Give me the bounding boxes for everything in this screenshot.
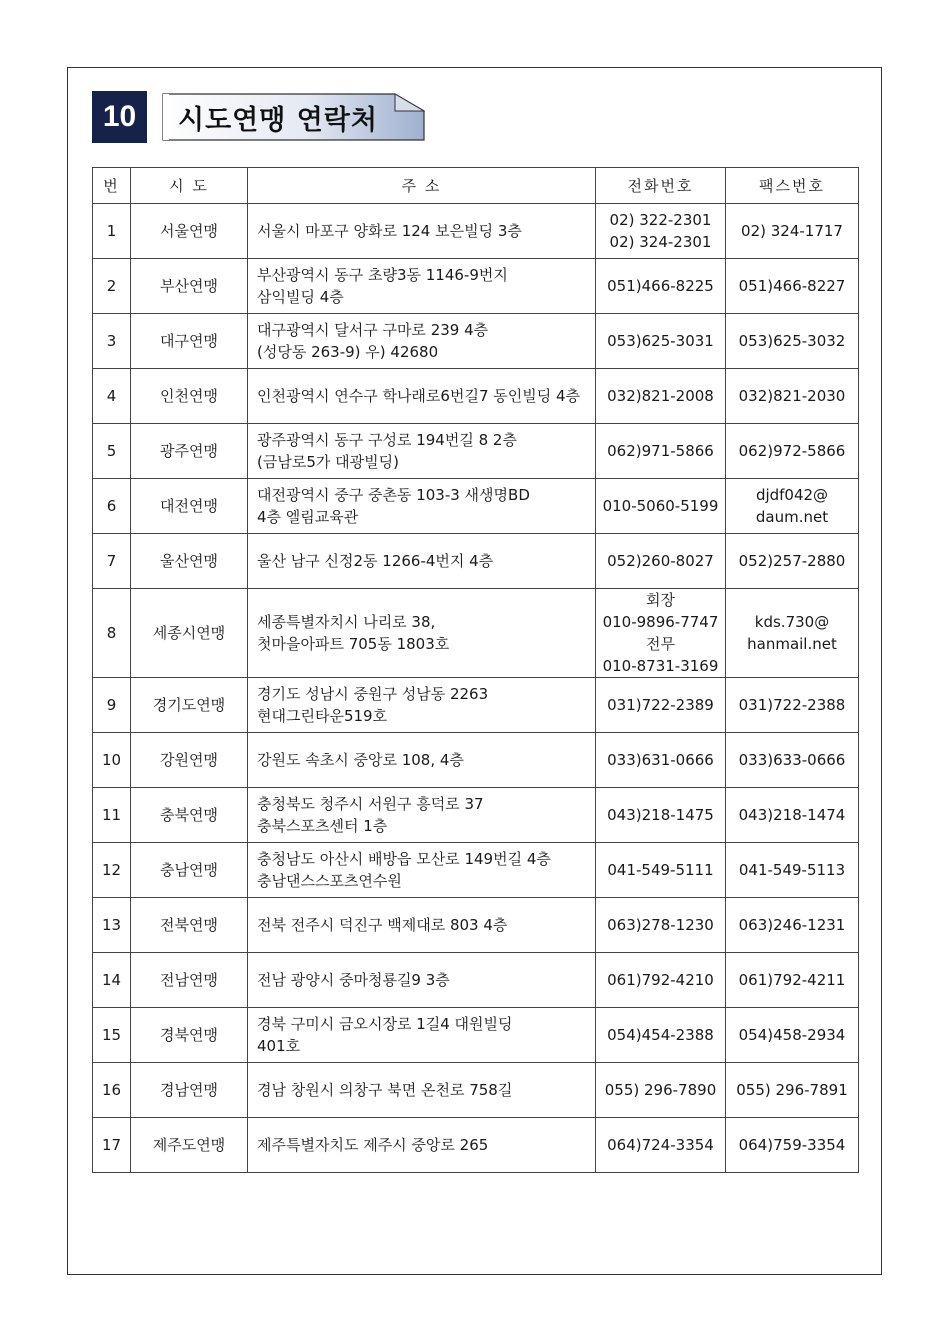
phone-cell-line: 051)466-8225 [607, 277, 714, 295]
phone-cell [596, 314, 726, 369]
fax-cell-line: 051)466-8227 [738, 277, 846, 295]
address-cell [248, 1118, 596, 1173]
fax-cell-line: 054)458-2934 [738, 1026, 846, 1044]
fax-cell-line: 055) 296-7891 [736, 1081, 848, 1099]
address-cell-line: 경기도 성남시 중원구 성남동 2263 [257, 685, 489, 703]
table-row [93, 1008, 859, 1063]
fax-cell [726, 678, 859, 733]
phone-cell [596, 369, 726, 424]
row-number-cell: 3 [93, 314, 131, 369]
fax-cell [726, 204, 859, 259]
address-cell [248, 898, 596, 953]
row-number-cell: 15 [93, 1008, 131, 1063]
address-cell [248, 369, 596, 424]
address-cell-line: 세종특별자치시 나리로 38, [257, 613, 436, 631]
address-cell [248, 589, 596, 678]
header-region: 시 도 [131, 168, 248, 204]
row-number-cell: 5 [93, 424, 131, 479]
phone-cell [596, 479, 726, 534]
region-cell: 서울연맹 [131, 204, 248, 259]
address-cell-line: 충청남도 아산시 배방읍 모산로 149번길 4층 [257, 850, 551, 868]
address-cell-line: 전남 광양시 중마청룡길9 3층 [257, 971, 450, 989]
address-cell-line: (금남로5가 대광빌딩) [257, 453, 399, 471]
row-number-cell: 14 [93, 953, 131, 1008]
fax-cell-line: 032)821-2030 [738, 387, 846, 405]
address-cell [248, 678, 596, 733]
fax-cell-line: hanmail.net [747, 635, 837, 653]
region-cell: 인천연맹 [131, 369, 248, 424]
region-cell: 제주도연맹 [131, 1118, 248, 1173]
phone-cell-line: 032)821-2008 [607, 387, 714, 405]
phone-cell [596, 898, 726, 953]
phone-cell [596, 534, 726, 589]
row-number-cell: 2 [93, 259, 131, 314]
section-number: 10 [102, 100, 137, 133]
address-cell-line: 경남 창원시 의창구 북면 온천로 758길 [257, 1081, 513, 1099]
phone-cell-line: 063)278-1230 [607, 916, 714, 934]
region-cell: 경남연맹 [131, 1063, 248, 1118]
address-cell-line: 충청북도 청주시 서원구 흥덕로 37 [257, 795, 484, 813]
contact-table [92, 167, 859, 1173]
fax-cell-line: kds.730@ [754, 613, 830, 631]
region-cell: 세종시연맹 [131, 589, 248, 678]
address-cell-line: 서울시 마포구 양화로 124 보은빌딩 3층 [257, 222, 522, 240]
phone-cell-line: 061)792-4210 [607, 971, 714, 989]
fax-cell-line: 031)722-2388 [738, 696, 846, 714]
fax-cell [726, 259, 859, 314]
table-row [93, 589, 859, 678]
address-cell [248, 843, 596, 898]
phone-cell-line: 010-5060-5199 [602, 497, 719, 515]
address-cell [248, 953, 596, 1008]
address-cell [248, 788, 596, 843]
phone-cell-line: 052)260-8027 [607, 552, 714, 570]
address-cell-line: 광주광역시 동구 구성로 194번길 8 2층 [257, 431, 517, 449]
section-title: 시도연맹 연락처 [178, 105, 378, 136]
region-cell: 충남연맹 [131, 843, 248, 898]
row-number-cell: 11 [93, 788, 131, 843]
section-number-badge [92, 91, 147, 143]
fax-cell [726, 369, 859, 424]
address-cell-line: 인천광역시 연수구 학나래로6번길7 동인빌딩 4층 [257, 387, 581, 405]
address-cell [248, 1008, 596, 1063]
address-cell-line: 대구광역시 달서구 구마로 239 4층 [257, 321, 489, 339]
region-cell: 부산연맹 [131, 259, 248, 314]
fax-cell [726, 534, 859, 589]
phone-cell [596, 589, 726, 678]
table-row [93, 788, 859, 843]
table-row [93, 843, 859, 898]
region-cell: 대구연맹 [131, 314, 248, 369]
row-number-cell: 16 [93, 1063, 131, 1118]
fax-cell-line: daum.net [755, 508, 829, 526]
phone-cell [596, 678, 726, 733]
phone-cell [596, 1063, 726, 1118]
fax-cell [726, 1008, 859, 1063]
phone-cell-line: 02) 322-2301 [609, 211, 712, 229]
address-cell-line: 4층 엘림교육관 [257, 508, 359, 526]
region-cell: 전북연맹 [131, 898, 248, 953]
header-fax: 팩스번호 [726, 168, 859, 204]
row-number-cell: 4 [93, 369, 131, 424]
address-cell-line: 전북 전주시 덕진구 백제대로 803 4층 [257, 916, 508, 934]
row-number-cell: 1 [93, 204, 131, 259]
phone-cell-line: 043)218-1475 [607, 806, 714, 824]
region-cell: 충북연맹 [131, 788, 248, 843]
fax-cell [726, 589, 859, 678]
phone-cell-line: 033)631-0666 [607, 751, 714, 769]
header-phone: 전화번호 [596, 168, 726, 204]
contact-table-body [93, 204, 859, 1173]
row-number-cell: 8 [93, 589, 131, 678]
row-number-cell: 10 [93, 733, 131, 788]
fax-cell-line: djdf042@ [755, 486, 829, 504]
phone-cell-line: 055) 296-7890 [604, 1081, 717, 1099]
phone-cell-line: 회장 [646, 591, 675, 609]
fax-cell-line: 063)246-1231 [738, 916, 846, 934]
address-cell-line: 제주특별자치도 제주시 중앙로 265 [257, 1136, 489, 1154]
row-number-cell: 17 [93, 1118, 131, 1173]
address-cell [248, 1063, 596, 1118]
phone-cell-line: 054)454-2388 [607, 1026, 714, 1044]
row-number-cell: 12 [93, 843, 131, 898]
fax-cell-line: 062)972-5866 [738, 442, 846, 460]
fax-cell [726, 843, 859, 898]
phone-cell [596, 1118, 726, 1173]
address-cell [248, 479, 596, 534]
fax-cell-line: 02) 324-1717 [741, 222, 843, 240]
phone-cell-line: 053)625-3031 [607, 332, 714, 350]
phone-cell [596, 788, 726, 843]
header-address: 주 소 [248, 168, 596, 204]
region-cell: 강원연맹 [131, 733, 248, 788]
fax-cell [726, 314, 859, 369]
fax-cell [726, 953, 859, 1008]
phone-cell-line: 064)724-3354 [607, 1136, 714, 1154]
address-cell-line: (성당동 263-9) 우) 42680 [257, 343, 439, 361]
table-row [93, 1063, 859, 1118]
address-cell-line: 현대그린타운519호 [257, 707, 388, 725]
fax-cell [726, 1118, 859, 1173]
phone-cell [596, 424, 726, 479]
phone-cell-line: 02) 324-2301 [609, 233, 712, 251]
fax-cell-line: 043)218-1474 [738, 806, 846, 824]
fax-cell [726, 479, 859, 534]
address-cell [248, 259, 596, 314]
fax-cell-line: 052)257-2880 [738, 552, 846, 570]
region-cell: 경기도연맹 [131, 678, 248, 733]
fax-cell-line: 061)792-4211 [738, 971, 846, 989]
table-row [93, 369, 859, 424]
fax-cell [726, 424, 859, 479]
phone-cell-line: 031)722-2389 [607, 696, 714, 714]
row-number-cell: 6 [93, 479, 131, 534]
address-cell-line: 부산광역시 동구 초량3동 1146-9번지 [257, 266, 508, 284]
address-cell [248, 204, 596, 259]
phone-cell [596, 1008, 726, 1063]
phone-cell [596, 204, 726, 259]
address-cell [248, 733, 596, 788]
table-row [93, 479, 859, 534]
region-cell: 울산연맹 [131, 534, 248, 589]
fax-cell [726, 1063, 859, 1118]
phone-cell-line: 041-549-5111 [607, 861, 714, 879]
address-cell-line: 울산 남구 신정2동 1266-4번지 4층 [257, 552, 494, 570]
table-row [93, 314, 859, 369]
fax-cell-line: 064)759-3354 [738, 1136, 846, 1154]
phone-cell [596, 259, 726, 314]
region-cell: 전남연맹 [131, 953, 248, 1008]
address-cell-line: 첫마을아파트 705동 1803호 [257, 635, 450, 653]
table-row [93, 1118, 859, 1173]
phone-cell [596, 733, 726, 788]
table-row [93, 259, 859, 314]
address-cell-line: 401호 [257, 1037, 301, 1055]
fax-cell-line: 053)625-3032 [738, 332, 846, 350]
table-row [93, 953, 859, 1008]
fax-cell-line: 033)633-0666 [738, 751, 846, 769]
row-number-cell: 13 [93, 898, 131, 953]
row-number-cell: 7 [93, 534, 131, 589]
phone-cell-line: 010-9896-7747 [602, 613, 719, 631]
table-row [93, 424, 859, 479]
table-row [93, 678, 859, 733]
fax-cell [726, 898, 859, 953]
address-cell [248, 424, 596, 479]
table-row [93, 204, 859, 259]
address-cell-line: 삼익빌딩 4층 [257, 288, 344, 306]
row-number-cell: 9 [93, 678, 131, 733]
address-cell-line: 충북스포츠센터 1층 [257, 817, 388, 835]
region-cell: 광주연맹 [131, 424, 248, 479]
fax-cell-line: 041-549-5113 [738, 861, 846, 879]
table-row [93, 898, 859, 953]
table-row [93, 534, 859, 589]
phone-cell-line: 062)971-5866 [607, 442, 714, 460]
phone-cell [596, 843, 726, 898]
region-cell: 경북연맹 [131, 1008, 248, 1063]
address-cell [248, 534, 596, 589]
phone-cell-line: 전무 [646, 635, 675, 653]
address-cell-line: 대전광역시 중구 중촌동 103-3 새생명BD [257, 486, 530, 504]
header-no: 번 [93, 168, 131, 204]
phone-cell-line: 010-8731-3169 [602, 657, 719, 675]
address-cell-line: 경북 구미시 금오시장로 1길4 대원빌딩 [257, 1015, 513, 1033]
table-header-row [93, 168, 859, 204]
phone-cell [596, 953, 726, 1008]
fax-cell [726, 788, 859, 843]
fax-cell [726, 733, 859, 788]
address-cell [248, 314, 596, 369]
section-title-box [162, 93, 425, 141]
address-cell-line: 강원도 속초시 중앙로 108, 4층 [257, 751, 464, 769]
address-cell-line: 충남댄스스포츠연수원 [257, 872, 402, 890]
region-cell: 대전연맹 [131, 479, 248, 534]
table-row [93, 733, 859, 788]
